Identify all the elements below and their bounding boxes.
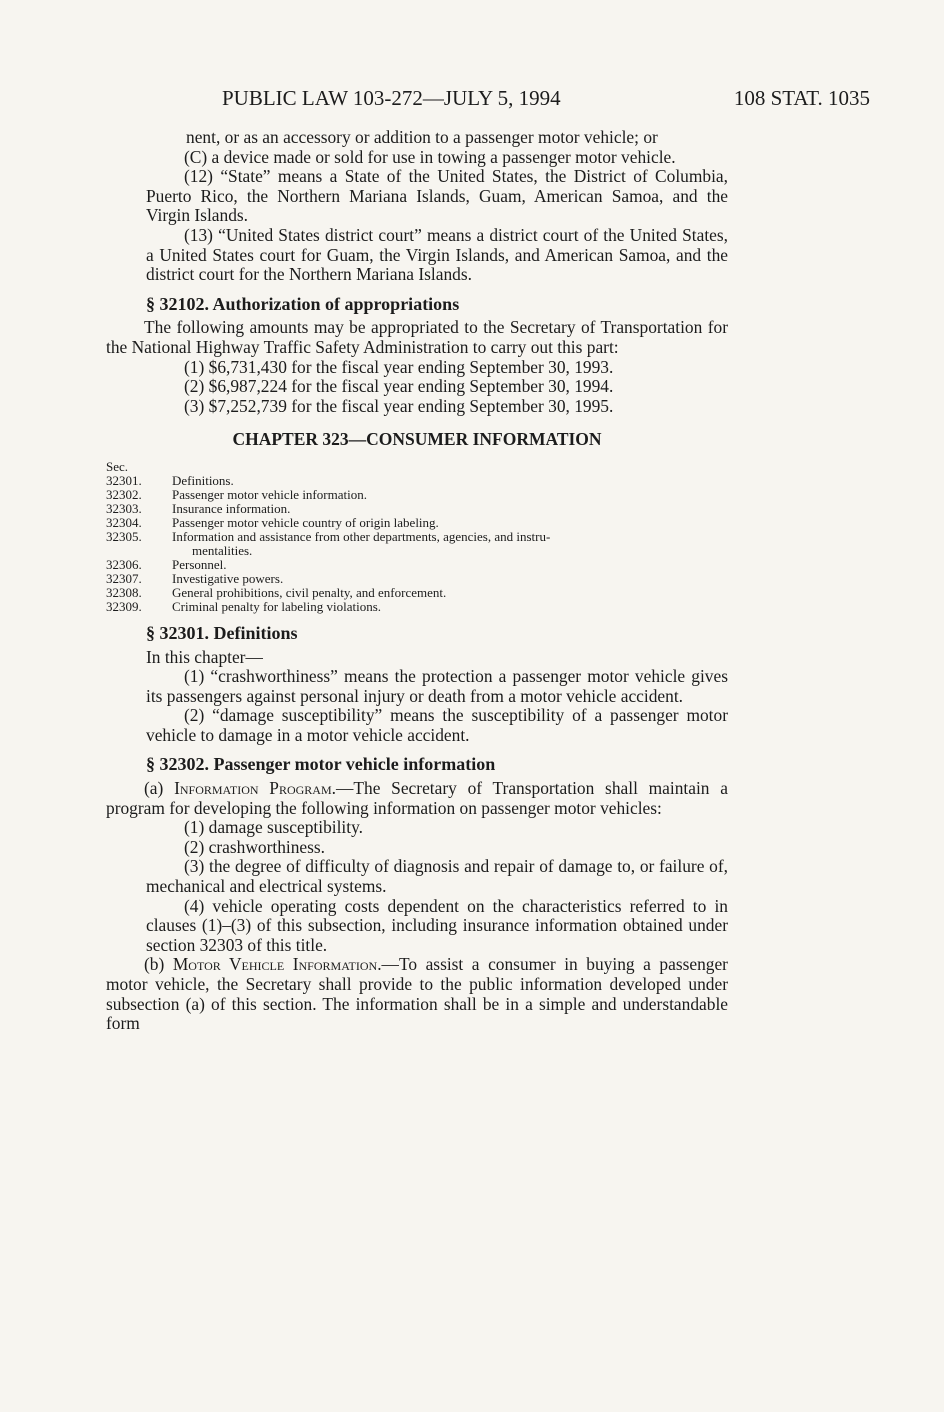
toc-number: 32302. <box>106 486 142 502</box>
toc-number: 32303. <box>106 500 142 516</box>
paragraph-11b-continued: nent, or as an accessory or addition to a passenger motor vehicle; or <box>186 127 658 147</box>
toc-row <box>106 558 728 572</box>
subsection-a-label: (a) <box>144 778 175 799</box>
subsection-b-caption: Motor Vehicle Information. <box>172 954 382 975</box>
toc-number: 32309. <box>106 598 142 614</box>
toc-title: Passenger motor vehicle country of origin labeling. <box>172 514 439 530</box>
toc-row <box>106 516 728 530</box>
toc-row <box>106 488 728 502</box>
toc-row <box>106 474 728 488</box>
toc-title: Information and assistance from other departments, agencies, and instru- <box>172 528 551 544</box>
information-item: (3) the degree of difficulty of diagnosis and repair of damage to, or failure of, mechanical and electrical systems. <box>146 856 728 897</box>
page-header <box>222 86 870 114</box>
toc-number <box>106 544 172 558</box>
statute-reference: 108 STAT. 1035 <box>733 86 870 110</box>
subsection-b-label: (b) <box>144 954 173 975</box>
toc-number: 32304. <box>106 514 142 530</box>
toc-title: Insurance information. <box>172 500 291 516</box>
toc-row <box>106 544 728 558</box>
toc-title: Personnel. <box>172 556 227 572</box>
information-item: (1) damage susceptibility. <box>184 817 364 838</box>
appropriation-item: (1) $6,731,430 for the fiscal year ending September 30, 1993. <box>184 356 614 377</box>
chapter-heading: CHAPTER 323—CONSUMER INFORMATION <box>232 429 602 450</box>
section-32302-heading: § 32302. Passenger motor vehicle information <box>146 754 496 775</box>
document-body <box>106 128 728 1034</box>
toc-row <box>106 586 728 600</box>
definition-item: (1) “crashworthiness” means the protection a passenger motor vehicle gives its passengers against personal injury or death from a motor vehicle accident. <box>146 666 728 706</box>
subsection-b <box>106 955 728 1033</box>
appropriation-item: (3) $7,252,739 for the fiscal year ending September 30, 1995. <box>184 395 614 416</box>
subsection-a <box>106 779 728 818</box>
subsection-b-text: —To assist a consumer in buying a passenger motor vehicle, the Secretary shall provide to the public information developed under subsection (a) of this section. The information shall be in a simple and understandable form <box>106 954 728 1034</box>
information-item: (2) crashworthiness. <box>184 836 326 857</box>
subsection-a-caption: Information Program. <box>174 778 336 799</box>
paragraph-12: (12) “State” means a State of the United States, the District of Columbia, Puerto Rico, the Northern Mariana Islands, Guam, American Samoa, and the Virgin Islands. <box>146 166 728 226</box>
toc-row <box>106 530 728 544</box>
toc-row <box>106 572 728 586</box>
paragraph-11c: (C) a device made or sold for use in towing a passenger motor vehicle. <box>184 146 676 167</box>
section-32102-intro: The following amounts may be appropriated to the Secretary of Transportation for the National Highway Traffic Safety Administration to carry out this part: <box>106 317 728 357</box>
toc-number: 32308. <box>106 584 142 600</box>
toc-title: General prohibitions, civil penalty, and enforcement. <box>172 584 447 600</box>
section-32102-heading: § 32102. Authorization of appropriations <box>146 293 460 314</box>
law-title: PUBLIC LAW 103-272—JULY 5, 1994 <box>222 86 561 110</box>
toc-sec-label: Sec. <box>106 458 129 474</box>
toc-row <box>106 600 728 614</box>
toc-title: Investigative powers. <box>172 570 284 586</box>
information-item: (4) vehicle operating costs dependent on the characteristics referred to in clauses (1)–(3) of this subsection, including insurance information obtained under section 32303 of this title. <box>146 895 728 955</box>
section-32301-heading: § 32301. Definitions <box>146 622 298 643</box>
subsection-a-text: —The Secretary of Transportation shall maintain a program for developing the following information on passenger motor vehicles: <box>106 778 728 818</box>
paragraph-13: (13) “United States district court” means a district court of the United States, a United States court for Guam, the Virgin Islands, and American Samoa, and the district court for the Northern Mariana Islands. <box>146 224 728 285</box>
toc-number: 32305. <box>106 528 142 544</box>
appropriation-item: (2) $6,987,224 for the fiscal year ending September 30, 1994. <box>184 376 614 397</box>
toc-title: Passenger motor vehicle information. <box>172 486 367 502</box>
toc-number: 32301. <box>106 472 142 488</box>
toc-number: 32306. <box>106 556 142 572</box>
table-of-contents <box>106 460 728 614</box>
toc-title: Criminal penalty for labeling violations. <box>172 598 382 614</box>
toc-number: 32307. <box>106 570 142 586</box>
toc-row <box>106 502 728 516</box>
toc-title: mentalities. <box>192 542 253 558</box>
toc-title: Definitions. <box>172 472 234 488</box>
section-32301-intro: In this chapter— <box>146 646 263 667</box>
definition-item: (2) “damage susceptibility” means the susceptibility of a passenger motor vehicle to damage in a motor vehicle accident. <box>146 705 728 745</box>
